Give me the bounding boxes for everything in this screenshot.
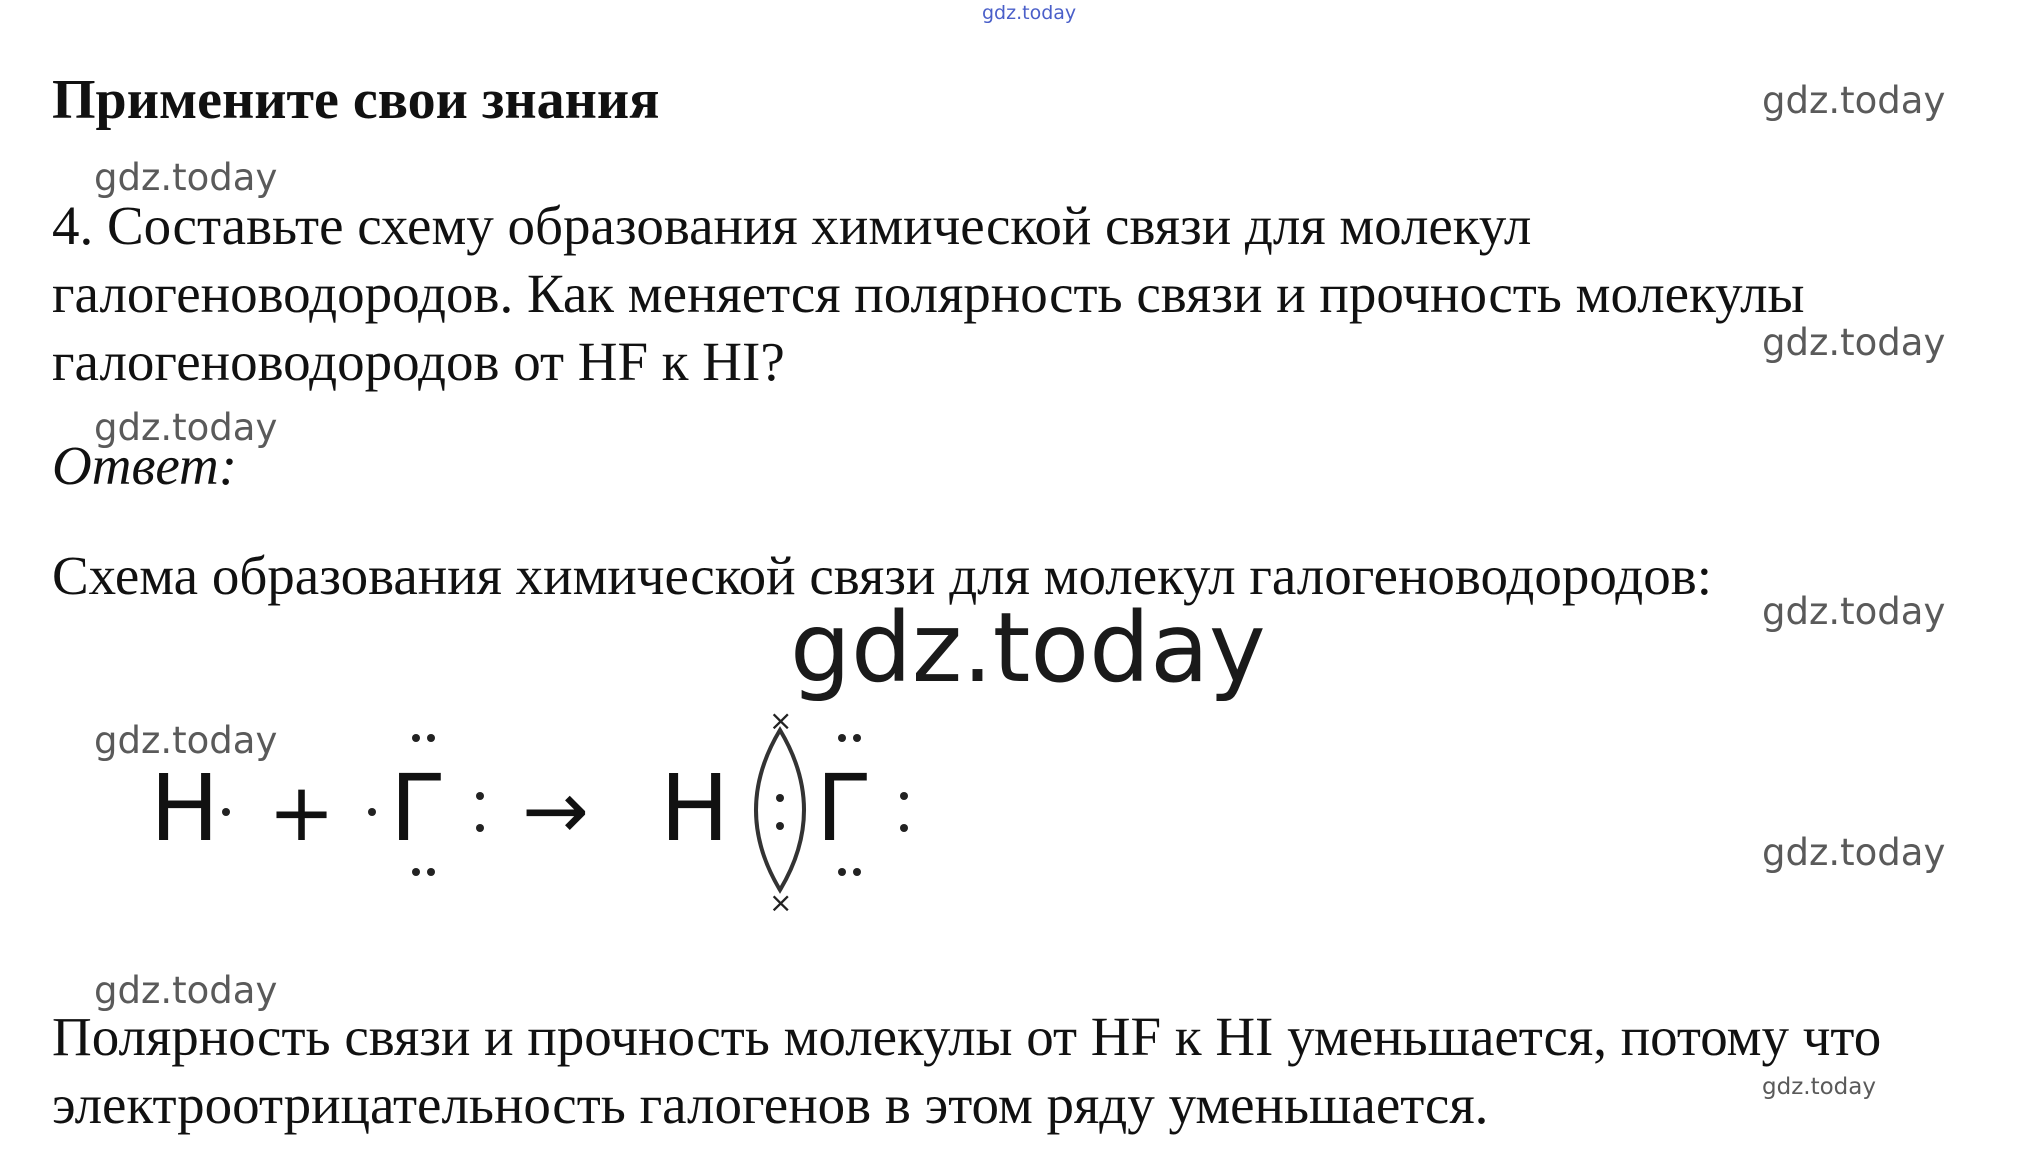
watermark: gdz.today — [1762, 831, 1946, 874]
scheme-hydrogen: H — [150, 755, 220, 862]
halogen-electron-dot — [368, 808, 376, 816]
task-line: галогеноводородов. Как меняется полярность связи и прочность молекулы — [52, 263, 1805, 324]
task-text — [52, 192, 1805, 396]
scheme-caption: Схема образования химической связи для молекул галогеноводородов: — [52, 545, 1713, 606]
electron-cross: × — [769, 886, 793, 919]
answer-label: Ответ: — [52, 435, 238, 496]
watermark-large: gdz.today — [790, 592, 1266, 704]
electron-cross: × — [769, 704, 793, 737]
electron-dot — [853, 734, 861, 742]
scheme-halogen: Г — [390, 755, 447, 862]
task-line: галогеноводородов от HF к HI? — [52, 331, 785, 392]
shared-pair-ellipse — [756, 730, 804, 890]
product-halogen: Г — [816, 755, 873, 862]
electron-dot — [476, 792, 484, 800]
electron-dot — [838, 734, 846, 742]
section-heading: Примените свои знания — [52, 69, 660, 131]
hydrogen-electron-dot — [222, 808, 230, 816]
electron-dot — [476, 824, 484, 832]
electron-dot — [412, 868, 420, 876]
conclusion-line: электроотрицательность галогенов в этом ряду уменьшается. — [52, 1074, 1489, 1135]
product-hydrogen: H — [660, 755, 730, 862]
shared-electron-dot — [776, 822, 784, 830]
electron-dot — [427, 868, 435, 876]
watermark-small: gdz.today — [1762, 1074, 1876, 1100]
electron-dot — [427, 734, 435, 742]
shared-electron-dot — [776, 794, 784, 802]
watermark: gdz.today — [1762, 79, 1946, 122]
scheme-plus: + — [268, 766, 336, 859]
watermark: gdz.today — [94, 719, 278, 762]
electron-dot — [853, 868, 861, 876]
electron-dot — [900, 792, 908, 800]
electron-dot — [900, 824, 908, 832]
watermark: gdz.today — [94, 969, 278, 1012]
top-watermark: gdz.today — [982, 2, 1077, 24]
watermark: gdz.today — [94, 156, 278, 199]
watermark: gdz.today — [1762, 590, 1946, 633]
conclusion-text — [52, 1003, 1881, 1139]
watermark: gdz.today — [1762, 321, 1946, 364]
task-line: 4. Составьте схему образования химической связи для молекул — [52, 195, 1532, 256]
scheme-arrow: → — [522, 764, 590, 857]
electron-dot — [838, 868, 846, 876]
watermark: gdz.today — [94, 406, 278, 449]
conclusion-line: Полярность связи и прочность молекулы от HF к HI уменьшается, потому что — [52, 1006, 1882, 1067]
electron-dot — [412, 734, 420, 742]
